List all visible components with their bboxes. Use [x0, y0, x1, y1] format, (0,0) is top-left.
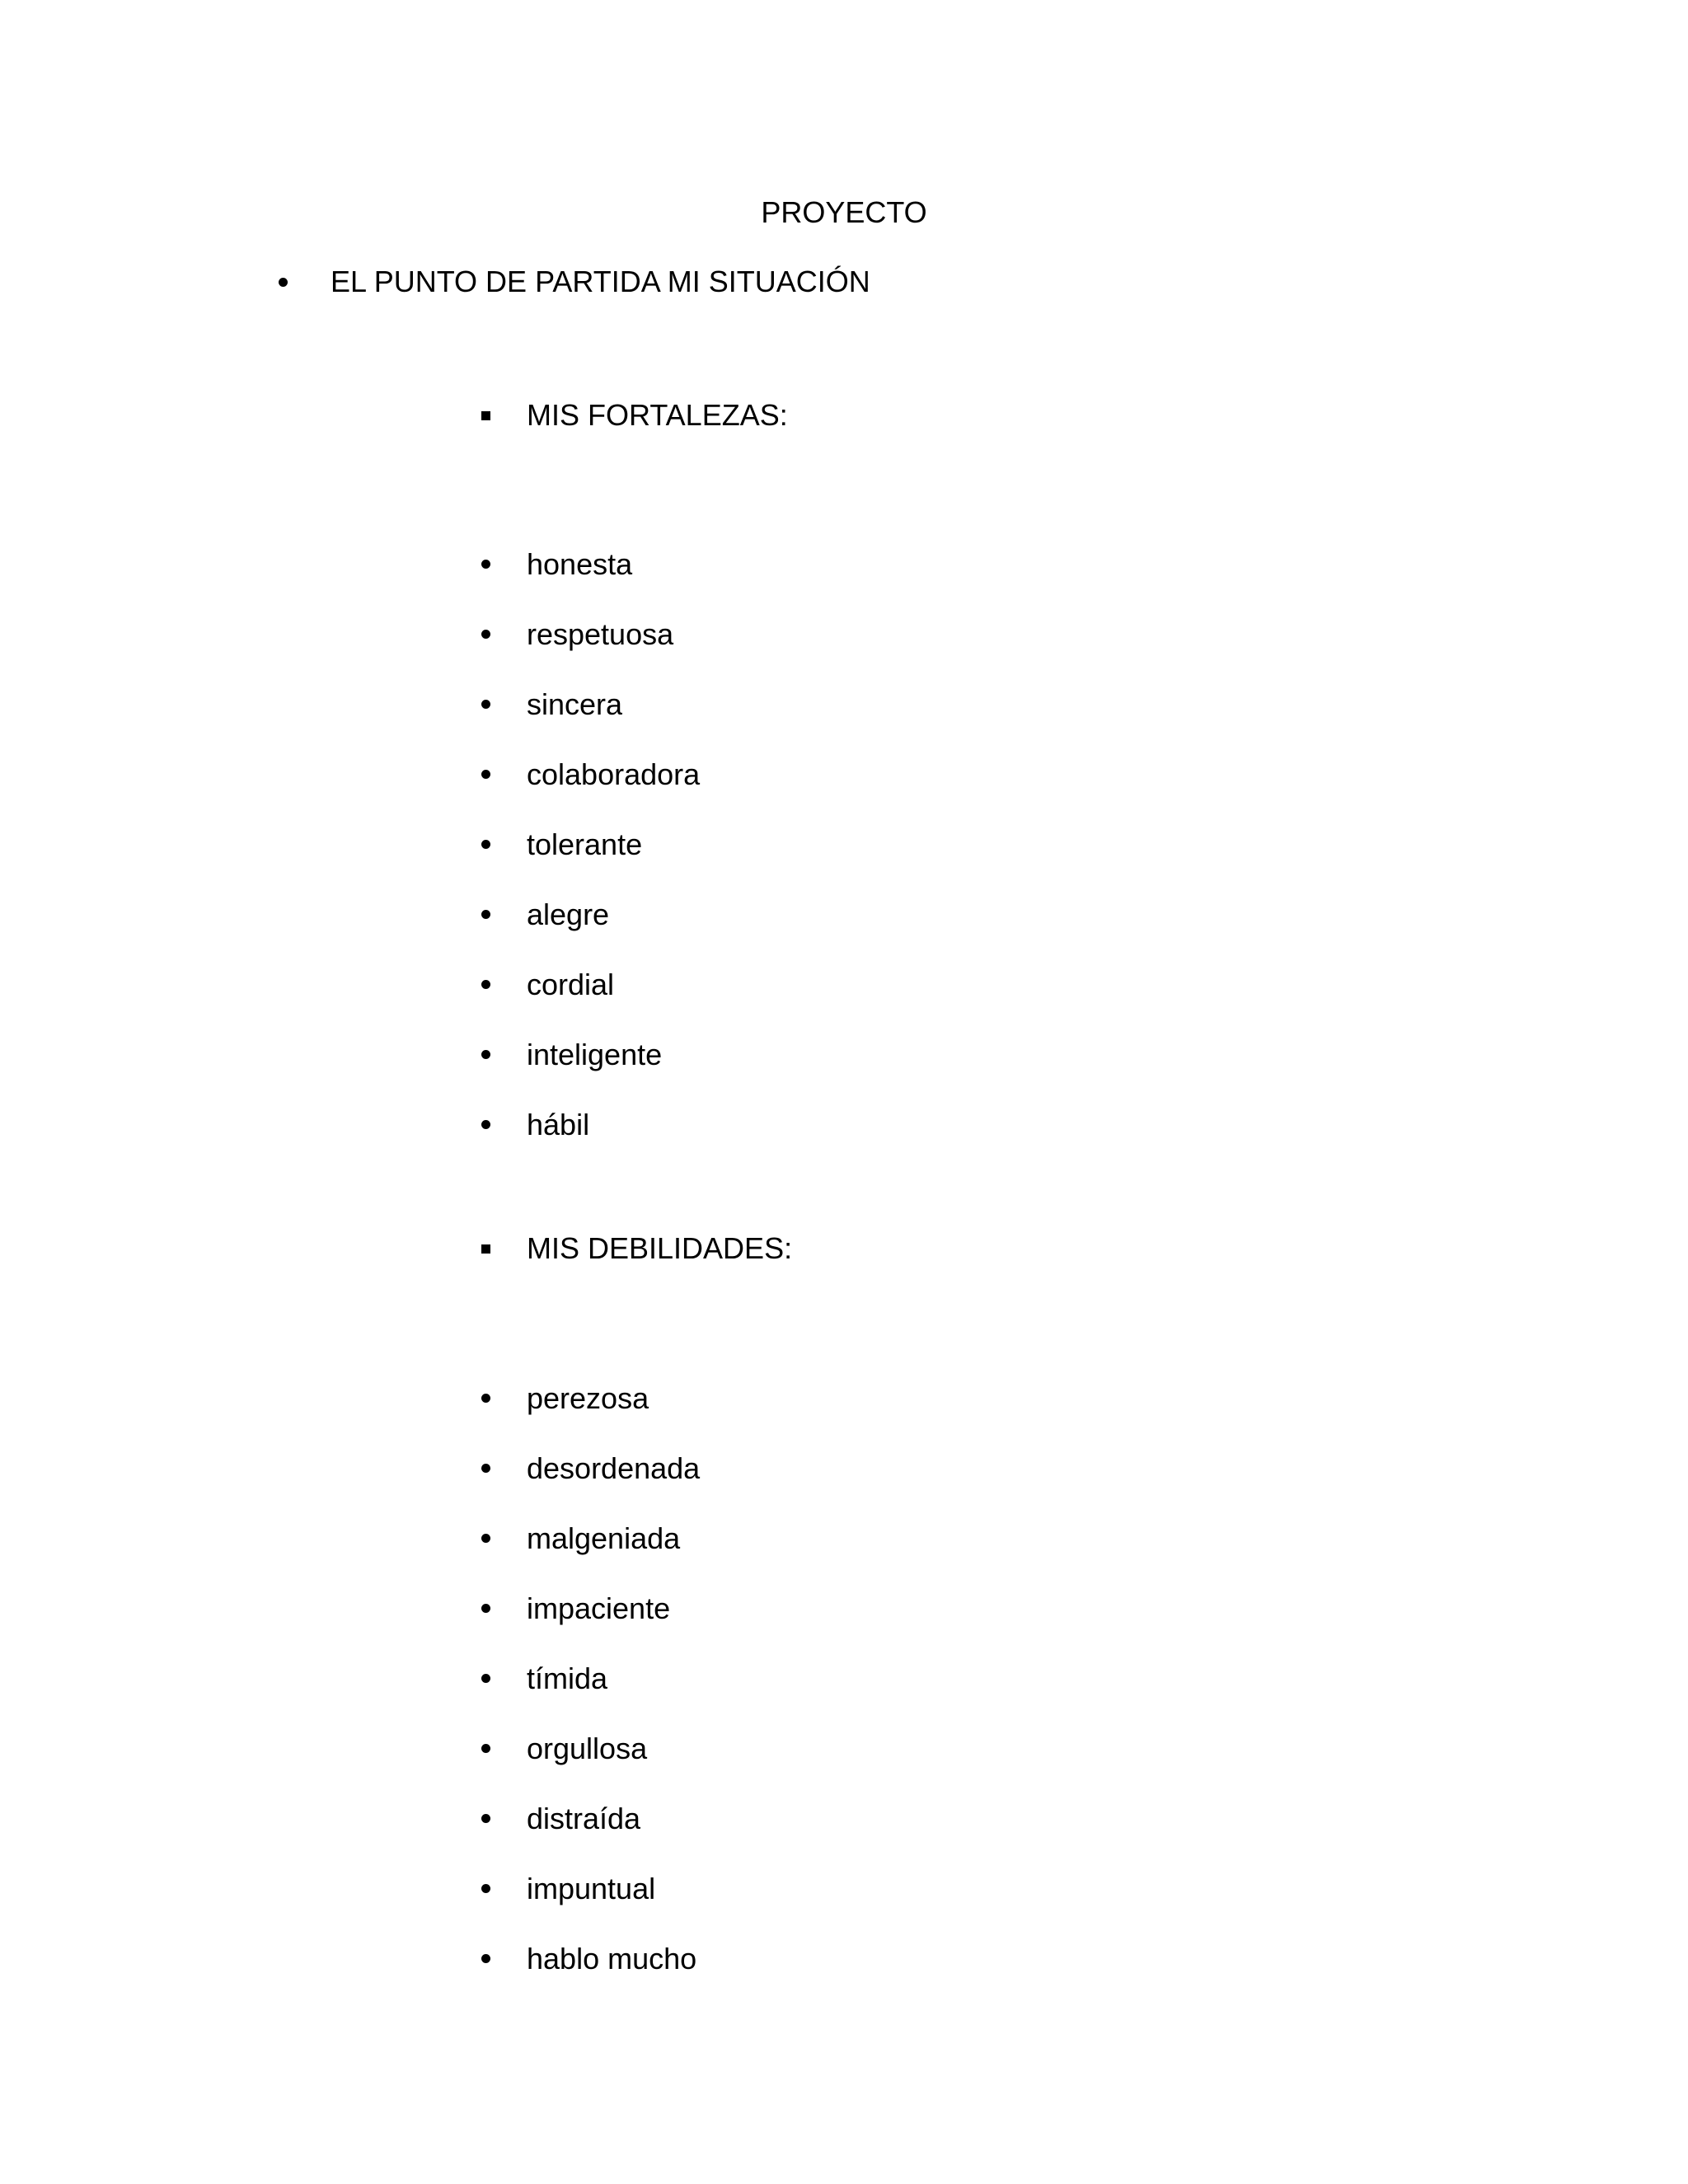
- main-heading: [279, 260, 870, 303]
- weaknesses-label-text: MIS DEBILIDADES:: [527, 1231, 793, 1265]
- list-item-text: tolerante: [527, 827, 643, 861]
- list-item-text: distraída: [527, 1801, 641, 1835]
- bullet-icon: [481, 1534, 490, 1543]
- bullet-icon: [481, 700, 490, 709]
- bullet-icon: [481, 1674, 490, 1683]
- list-item-text: malgeniada: [527, 1521, 681, 1555]
- list-item: [481, 879, 788, 949]
- list-item-text: hablo mucho: [527, 1941, 697, 1975]
- bullet-icon: [481, 1394, 490, 1403]
- list-item-text: honesta: [527, 546, 633, 581]
- list-item-text: cordial: [527, 967, 615, 1001]
- list-item-text: impuntual: [527, 1871, 656, 1905]
- bullet-icon: [481, 1884, 490, 1893]
- strengths-list: [481, 529, 788, 1160]
- list-item: [481, 1433, 792, 1503]
- list-item: [481, 1783, 792, 1854]
- list-item: [481, 1854, 792, 1924]
- bullet-icon: [481, 560, 490, 569]
- weaknesses-label: [481, 1227, 792, 1270]
- list-item-text: sincera: [527, 687, 623, 721]
- list-item: [481, 1090, 788, 1160]
- list-item: [481, 1713, 792, 1783]
- list-item-text: orgullosa: [527, 1731, 648, 1765]
- square-bullet-icon: [481, 1244, 490, 1254]
- bullet-icon: [481, 1954, 490, 1963]
- bullet-icon: [481, 1120, 490, 1129]
- bullet-icon: [481, 1814, 490, 1823]
- list-item: [481, 1019, 788, 1090]
- list-item-text: desordenada: [527, 1451, 701, 1485]
- list-item-text: inteligente: [527, 1037, 663, 1071]
- list-item: [481, 949, 788, 1019]
- bullet-icon: [481, 770, 490, 779]
- list-item: [481, 739, 788, 809]
- list-item: [481, 529, 788, 599]
- list-item-text: impaciente: [527, 1591, 671, 1625]
- bullet-icon: [481, 1604, 490, 1613]
- bullet-icon: [481, 980, 490, 989]
- list-item-text: hábil: [527, 1107, 590, 1141]
- list-item-text: perezosa: [527, 1380, 649, 1415]
- list-item: [481, 1643, 792, 1713]
- list-item-text: colaboradora: [527, 757, 701, 791]
- list-item: [481, 1924, 792, 1994]
- list-item: [481, 1363, 792, 1433]
- list-item: [481, 809, 788, 879]
- document-title: PROYECTO: [761, 195, 927, 229]
- list-item: [481, 1503, 792, 1573]
- bullet-icon: [481, 1744, 490, 1753]
- weaknesses-list: [481, 1363, 792, 1994]
- main-heading-text: EL PUNTO DE PARTIDA MI SITUACIÓN: [331, 265, 870, 298]
- list-item-text: alegre: [527, 897, 610, 931]
- square-bullet-icon: [481, 411, 490, 420]
- list-item: [481, 669, 788, 739]
- strengths-label-text: MIS FORTALEZAS:: [527, 398, 788, 432]
- weaknesses-section: [481, 1227, 792, 1994]
- list-item: [481, 599, 788, 669]
- bullet-icon: [481, 910, 490, 919]
- strengths-label: [481, 394, 788, 437]
- list-item: [481, 1573, 792, 1643]
- bullet-icon: [279, 278, 288, 287]
- bullet-icon: [481, 840, 490, 849]
- bullet-icon: [481, 1050, 490, 1059]
- list-item-text: tímida: [527, 1661, 608, 1695]
- strengths-section: [481, 394, 788, 1160]
- list-item-text: respetuosa: [527, 616, 674, 651]
- bullet-icon: [481, 1464, 490, 1473]
- bullet-icon: [481, 630, 490, 639]
